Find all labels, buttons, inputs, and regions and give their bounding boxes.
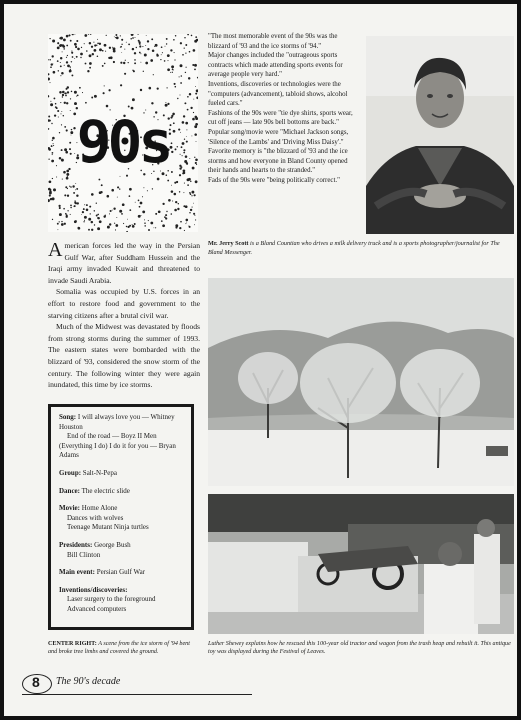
song-1: I will always love you — Whitney Houston xyxy=(59,413,175,431)
ice-storm-caption xyxy=(48,640,198,657)
article-body xyxy=(48,240,200,391)
event-value: Persian Gulf War xyxy=(96,568,146,577)
footer-rule xyxy=(22,694,252,695)
nineties-graphic xyxy=(48,34,198,232)
paragraph-floods: Much of the Midwest was devastated by floods from strong storms during the summer of 1993. The eastern states were bombarded with the blizzard of '93, considered the snow storm of the century. The following winter they were again inundated, this time by ice storms. xyxy=(48,322,200,390)
facts-group xyxy=(59,469,185,479)
group-label: Group: xyxy=(59,468,82,477)
caption-text: is a Bland Countian who drives a milk delivery truck and is a sports photographer/journalist for The Bland Messenger. xyxy=(208,240,500,256)
nineties-title: 90s xyxy=(76,108,170,176)
tractor-caption: Luther Shewey explains how he rescued this 100-year old tractor and wagon from the trash heap and rebuilt it. This antique toy was displayed during the Festival of Leaves. xyxy=(208,641,511,656)
invention-1: Laser surgery to the foreground xyxy=(67,595,156,604)
group-value: Salt-N-Pepa xyxy=(82,468,118,477)
dance-value: The electric slide xyxy=(81,486,130,495)
song-3: (Everything I do) I do it for you — Bryan Adams xyxy=(59,441,176,460)
facts-movie xyxy=(59,504,185,533)
decade-facts-box xyxy=(48,404,194,630)
quote-line: Fashions of the 90s were "tie dye shirts, sports wear, cut off jeans — late 90s bell bottoms are back." xyxy=(208,109,353,127)
paragraph-somalia: Somalia was occupied by U.S. forces in an effort to restore food and government to the starving citizens after a brutal civil war. xyxy=(48,287,200,320)
portrait-photo xyxy=(366,36,514,234)
movie-2: Dances with wolves xyxy=(67,513,124,522)
president-1: George Bush xyxy=(94,540,131,549)
drop-cap: A xyxy=(48,239,63,261)
page-number: 8 xyxy=(32,674,40,690)
dance-label: Dance: xyxy=(59,486,80,495)
quote-line: "The most memorable event of the 90s was the blizzard of '93 and the ice storms of '94." xyxy=(208,33,338,50)
movie-1: Home Alone xyxy=(81,504,118,513)
invention-2: Advanced computers xyxy=(67,604,127,613)
paragraph-gulf-war xyxy=(48,240,200,286)
page-footer xyxy=(22,670,252,696)
movie-3: Teenage Mutant Ninja turtles xyxy=(67,523,149,532)
song-label: Song: xyxy=(59,413,77,421)
caption-label: CENTER RIGHT: xyxy=(48,641,97,647)
interview-quote xyxy=(208,32,360,186)
caption-text: A scene from the ice storm of '94 bent and broke tree limbs and covered the ground. xyxy=(48,641,190,656)
portrait-caption xyxy=(208,240,514,257)
quote-line: Major changes included the "outrageous sports contracts which made attending sports events for average people very hard." xyxy=(208,52,343,79)
paragraph-text: merican forces led the way in the Persian Gulf War, after Suddham Hussein and the Iraqi army invaded Kuwait and threatened to invade Saudi Arabia. xyxy=(48,241,200,285)
quote-line: Popular song/movie were "Michael Jackson songs, 'Silence of the Lambs' and 'Driving Miss Daisy'." xyxy=(208,128,349,146)
facts-inventions xyxy=(59,586,185,615)
event-label: Main event: xyxy=(59,568,95,577)
president-2: Bill Clinton xyxy=(67,550,101,559)
ice-storm-photo xyxy=(208,278,514,486)
tractor-photo xyxy=(208,494,514,634)
facts-song xyxy=(59,413,185,461)
quote-line: Favorite memory is "the blizzard of '93 and the ice storms and how everyone in Bland County opened their hands and hearts to the stranded." xyxy=(208,148,348,175)
facts-dance xyxy=(59,487,185,497)
song-2: End of the road — Boyz II Men xyxy=(67,432,157,441)
yearbook-page xyxy=(4,4,517,716)
section-title: The 90's decade xyxy=(56,676,121,687)
quote-line: Inventions, discoveries or technologies were the "computers (advancement), tabloid shows, alcohol fueled cars." xyxy=(208,80,348,108)
inventions-label: Inventions/discoveries: xyxy=(59,585,128,594)
quote-line: Fads of the 90s were "being politically correct." xyxy=(208,176,340,184)
facts-presidents xyxy=(59,541,185,560)
movie-label: Movie: xyxy=(59,504,80,513)
facts-event xyxy=(59,568,185,578)
presidents-label: Presidents: xyxy=(59,540,93,549)
caption-name: Mr. Jerry Scott xyxy=(208,240,249,247)
